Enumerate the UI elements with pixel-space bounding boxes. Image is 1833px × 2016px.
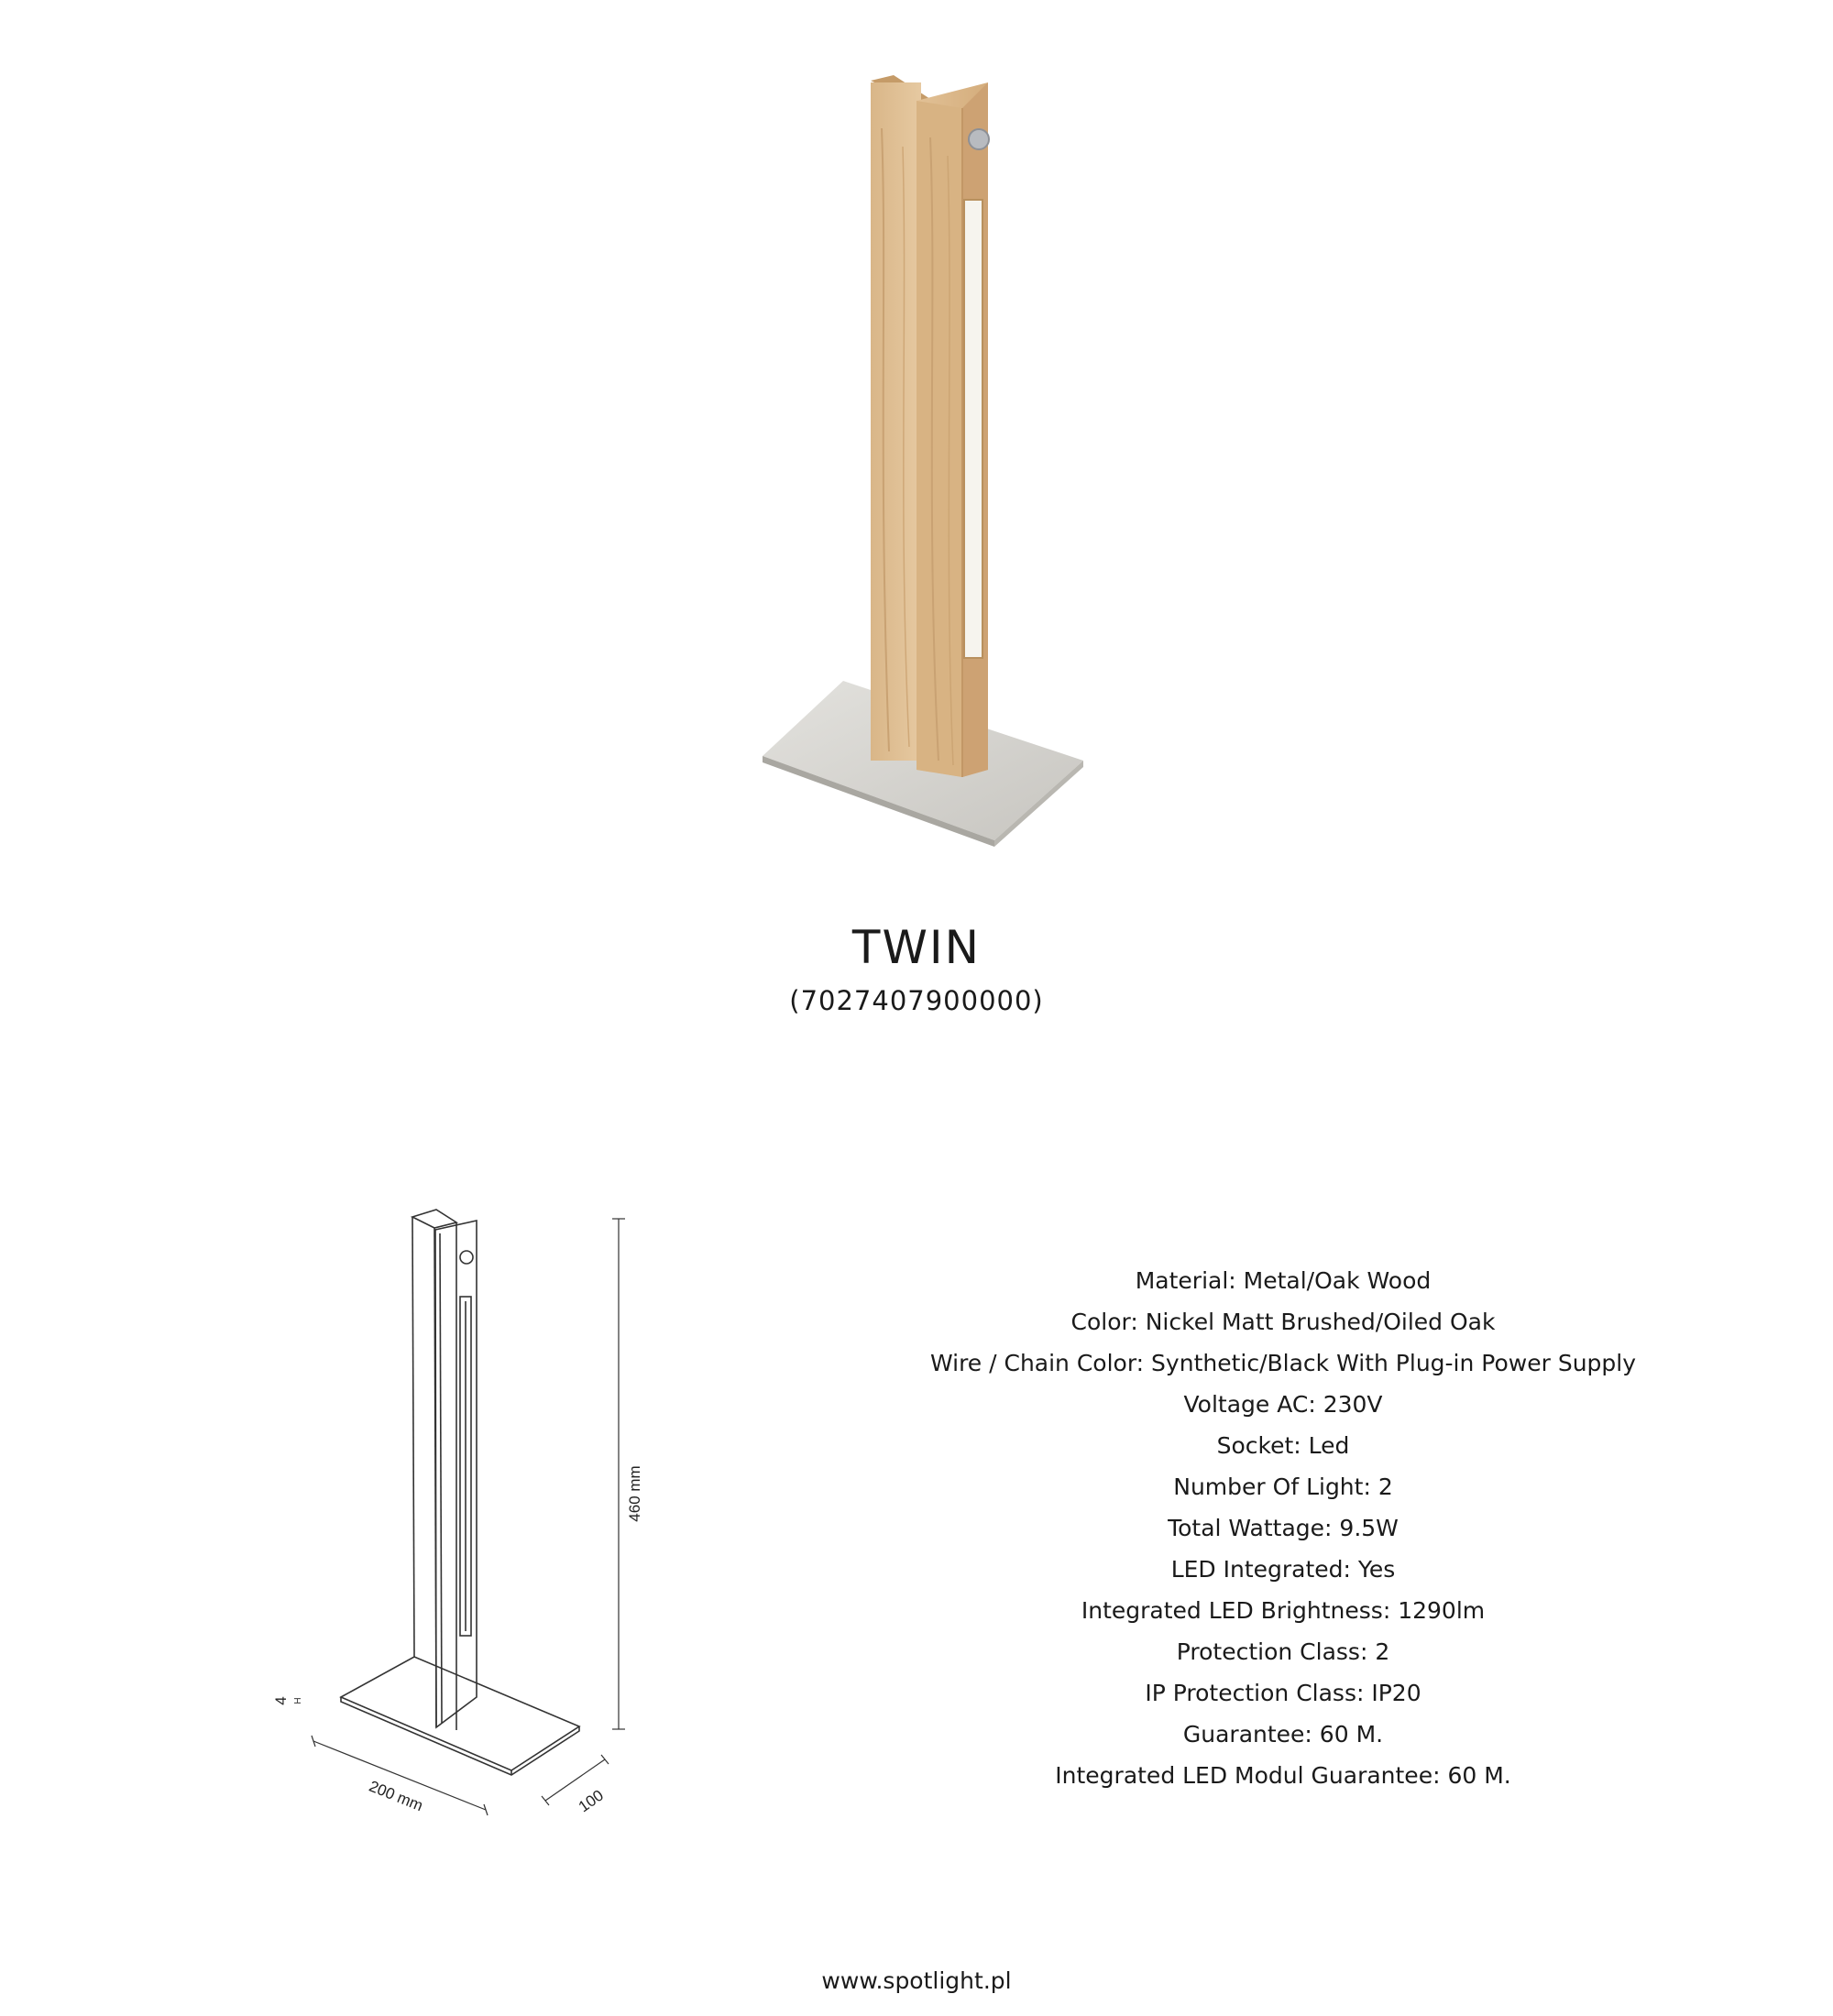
base-thickness-label: 4 bbox=[272, 1696, 290, 1705]
led-strip bbox=[964, 200, 982, 658]
base-thickness-unit: H bbox=[293, 1697, 303, 1704]
spec-guarantee: Guarantee: 60 M. bbox=[1182, 1721, 1384, 1748]
spec-led-integrated: LED Integrated: Yes bbox=[1170, 1556, 1396, 1583]
spec-color: Color: Nickel Matt Brushed/Oiled Oak bbox=[1070, 1309, 1496, 1335]
spec-led-module-guarantee: Integrated LED Modul Guarantee: 60 M. bbox=[1055, 1762, 1511, 1789]
spec-number-of-light: Number Of Light: 2 bbox=[1173, 1474, 1393, 1500]
width-label: 200 mm bbox=[367, 1777, 426, 1815]
spec-protection-class: Protection Class: 2 bbox=[1176, 1638, 1390, 1665]
drawing-sensor-icon bbox=[460, 1251, 473, 1264]
product-photo bbox=[0, 0, 1833, 898]
spec-socket: Socket: Led bbox=[1216, 1432, 1350, 1459]
drawing-bar-back bbox=[412, 1210, 456, 1727]
spec-material: Material: Metal/Oak Wood bbox=[1135, 1267, 1432, 1294]
spec-wire-color: Wire / Chain Color: Synthetic/Black With Plug-in Power Supply bbox=[929, 1350, 1637, 1376]
product-title: TWIN bbox=[851, 921, 982, 974]
height-dimension bbox=[612, 1219, 625, 1729]
spec-led-brightness: Integrated LED Brightness: 1290lm bbox=[1081, 1597, 1486, 1624]
drawing-base bbox=[341, 1657, 579, 1775]
oak-bar-front bbox=[916, 82, 989, 777]
specifications-list bbox=[889, 1260, 1677, 1796]
product-code: (7027407900000) bbox=[789, 985, 1044, 1016]
depth-label: 100 bbox=[575, 1786, 607, 1816]
touch-sensor-icon bbox=[969, 129, 989, 149]
height-label: 460 mm bbox=[626, 1465, 643, 1522]
website-link[interactable]: www.spotlight.pl bbox=[821, 1967, 1012, 1994]
spec-voltage: Voltage AC: 230V bbox=[1183, 1391, 1383, 1418]
technical-drawing bbox=[257, 1191, 678, 1860]
spec-ip-class: IP Protection Class: IP20 bbox=[1145, 1680, 1421, 1706]
drawing-bar-front bbox=[435, 1221, 477, 1730]
spec-total-wattage: Total Wattage: 9.5W bbox=[1168, 1515, 1399, 1541]
